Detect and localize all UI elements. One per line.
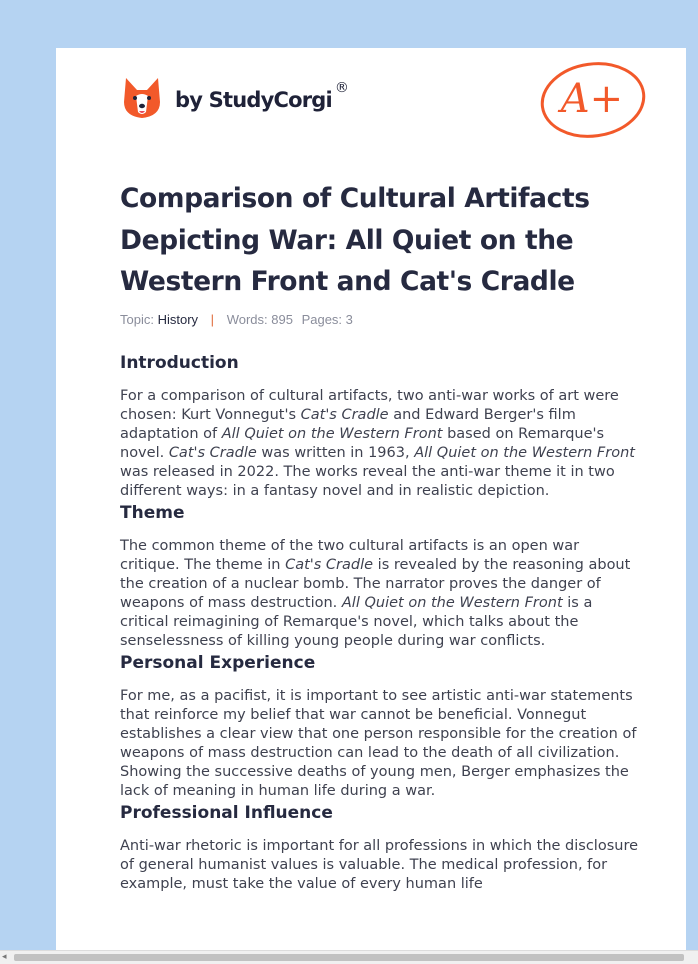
section-heading: Professional Influence bbox=[120, 803, 333, 823]
registered-mark: ® bbox=[334, 80, 349, 96]
section-paragraph: For a comparison of cultural artifacts, two anti-war works of art were chosen: Kurt Vonnegut's Cat's Cradle and Edward Berger's film adaptation of All Quiet on the Western Front based on Remarque's novel. Cat's Cradle was written in 1963, All Quiet on the Western Front was released in 2022. The works reveal the anti-war theme it in two different ways: in a fantasy novel and in realistic depiction. bbox=[120, 388, 635, 499]
studycorgi-logo[interactable] bbox=[122, 76, 348, 120]
section-heading: Theme bbox=[120, 503, 185, 523]
section-theme bbox=[120, 503, 640, 651]
scrollbar-thumb[interactable] bbox=[14, 954, 684, 961]
page-title: Comparison of Cultural Artifacts Depicting War: All Quiet on the Western Front and Cat's Cradle bbox=[120, 183, 590, 297]
section-heading: Introduction bbox=[120, 353, 239, 373]
topic-label: Topic: bbox=[120, 312, 154, 327]
grade-stamp bbox=[538, 60, 648, 140]
grade-text: A+ bbox=[560, 76, 624, 122]
section-paragraph: The common theme of the two cultural artifacts is an open war critique. The theme in Cat's Cradle is revealed by the reasoning about the creation of a nuclear bomb. The narrator proves the danger of weapons of mass destruction. All Quiet on the Western Front is a critical reimagining of Remarque's novel, which talks about the senselessness of killing young people during war conflicts. bbox=[120, 538, 631, 649]
corgi-icon bbox=[122, 76, 162, 120]
meta-separator: | bbox=[210, 312, 215, 327]
page-count: Pages: 3 bbox=[301, 312, 353, 327]
brand-name: by StudyCorgi bbox=[175, 88, 332, 112]
section-paragraph: Anti-war rhetoric is important for all professions in which the disclosure of general humanist values is valuable. The medical profession, for example, must take the value of every human life bbox=[120, 838, 639, 892]
article-body bbox=[120, 353, 640, 894]
document-page bbox=[56, 48, 686, 950]
horizontal-scrollbar[interactable] bbox=[0, 950, 698, 964]
section-introduction bbox=[120, 353, 640, 501]
logo-wordmark bbox=[175, 80, 349, 112]
section-heading: Personal Experience bbox=[120, 653, 316, 673]
topic-link[interactable]: History bbox=[157, 312, 199, 327]
word-count: Words: 895 bbox=[226, 312, 293, 327]
section-professional-influence bbox=[120, 803, 640, 894]
section-paragraph: For me, as a pacifist, it is important to see artistic anti-war statements that reinforce my belief that war cannot be beneficial. Vonnegut establishes a clear view that one person responsible for the creation of weapons of mass destruction can lead to the death of all civilization. Showing the successive deaths of young men, Berger emphasizes the lack of meaning in human life during a war. bbox=[120, 688, 637, 799]
section-personal-experience bbox=[120, 653, 640, 801]
document-meta bbox=[120, 312, 353, 327]
scroll-left-arrow-icon[interactable]: ◂ bbox=[2, 952, 7, 962]
